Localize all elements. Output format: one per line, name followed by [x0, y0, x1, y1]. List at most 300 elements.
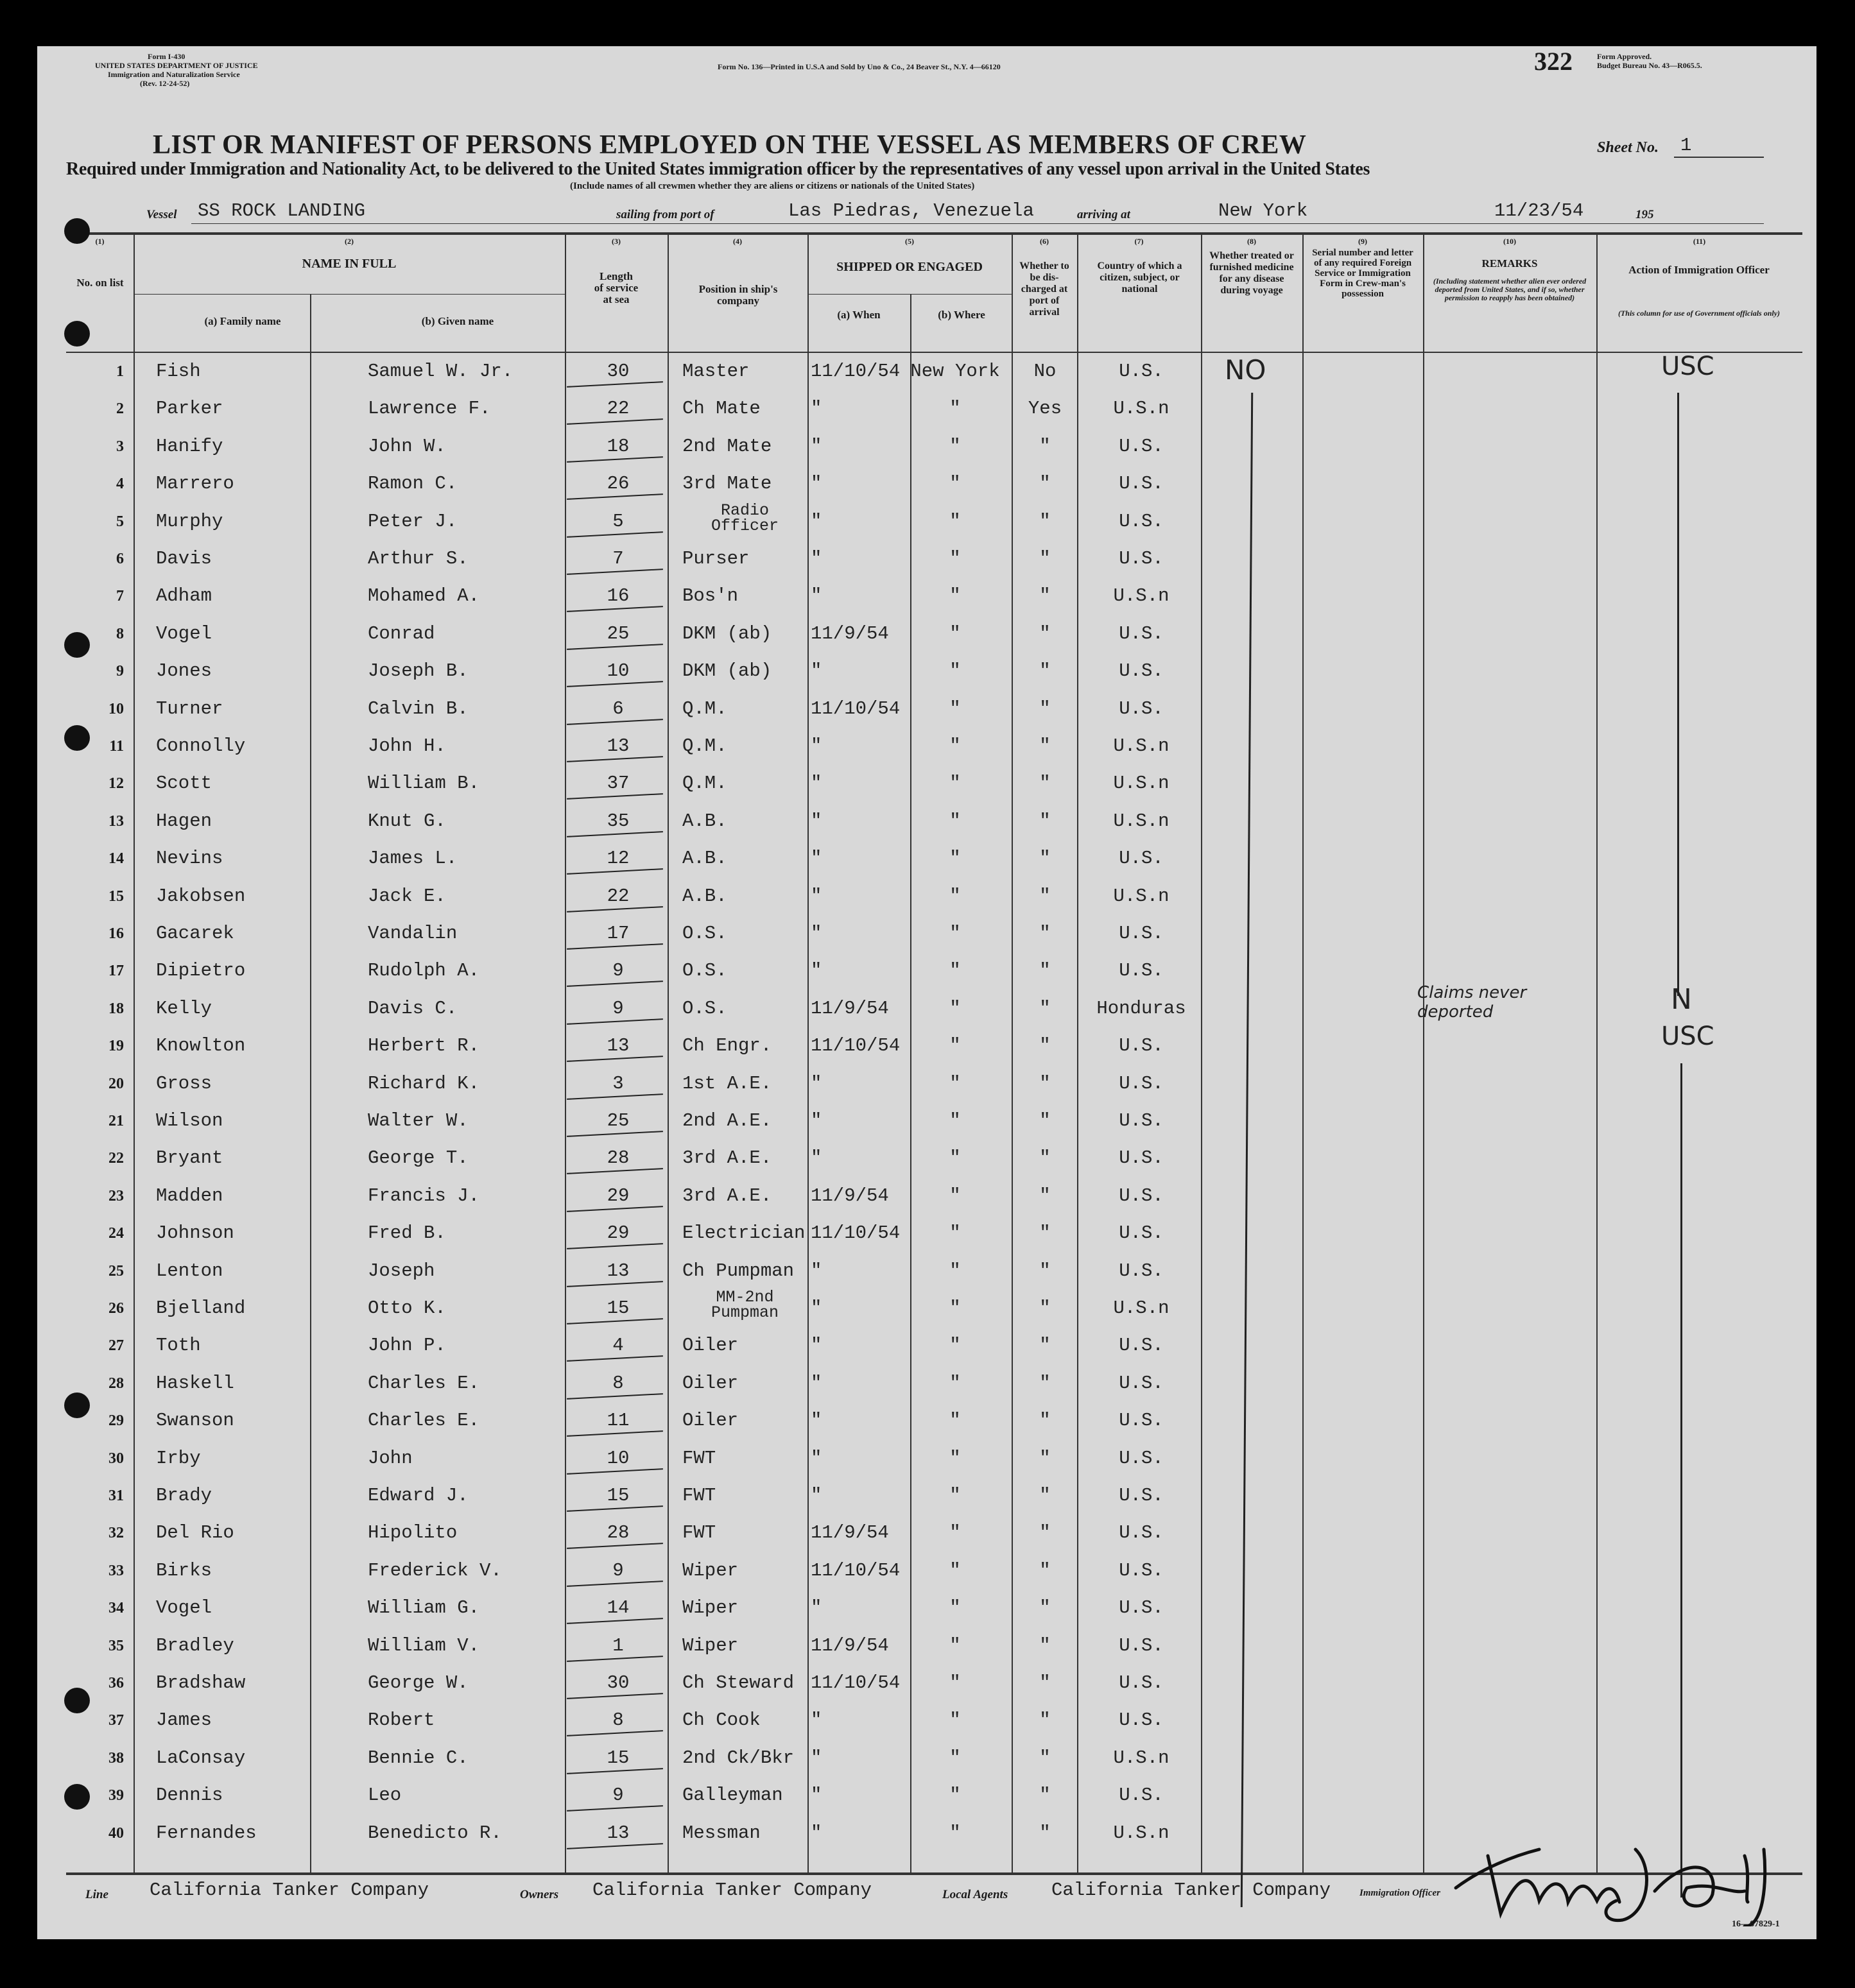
shipped-where: " [949, 1072, 961, 1094]
discharged: " [1039, 1522, 1051, 1544]
family-name: Johnson [156, 1222, 234, 1244]
shipped-where: " [949, 510, 961, 532]
col2-header: NAME IN FULL [302, 257, 397, 271]
position: A.B. [682, 885, 727, 907]
given-name: Edward J. [368, 1485, 469, 1506]
given-name: Joseph [368, 1260, 435, 1281]
row-number: 31 [108, 1487, 124, 1504]
family-name: Murphy [156, 510, 223, 532]
given-name: Joseph B. [368, 660, 469, 682]
service-length: 13 [607, 1260, 630, 1281]
country: U.S.n [1113, 885, 1169, 907]
shipped-where: " [949, 997, 961, 1019]
family-name: Turner [156, 698, 223, 719]
country: U.S.n [1113, 1298, 1169, 1319]
service-tick-mark [567, 456, 663, 463]
owners-label: Owners [520, 1888, 559, 1901]
discharged: " [1039, 810, 1051, 832]
arrival-date: 11/23/54 [1494, 200, 1584, 221]
table-row [66, 1401, 1802, 1438]
col1-num: (1) [95, 237, 105, 246]
row-number: 15 [108, 887, 124, 905]
discharged: " [1039, 1447, 1051, 1469]
position: Wiper [682, 1634, 739, 1656]
given-name: William V. [368, 1634, 480, 1656]
discharged: " [1039, 1822, 1051, 1844]
table-row [66, 914, 1802, 951]
shipped-when: " [811, 1335, 822, 1357]
country: U.S. [1119, 1147, 1164, 1169]
shipped-when: " [811, 1410, 822, 1432]
row-number: 11 [109, 738, 124, 755]
position: Q.M. [682, 773, 727, 794]
service-tick-mark [567, 1618, 663, 1624]
given-name: Lawrence F. [368, 398, 491, 420]
shipped-where: " [949, 1447, 961, 1469]
country: U.S. [1119, 1372, 1164, 1394]
service-length: 10 [607, 660, 630, 682]
discharged: " [1039, 1222, 1051, 1244]
position: MM-2nd Pumpman [711, 1288, 779, 1322]
col2-num: (2) [345, 237, 354, 246]
discharged: " [1039, 1035, 1051, 1057]
discharged: " [1039, 585, 1051, 607]
col5a-header: (a) When [837, 309, 881, 321]
position: O.S. [682, 997, 727, 1019]
subtitle: Required under Immigration and Nationality Act, to be delivered to the United States immigration officer by the representatives of any vessel upon arrival in the United States [66, 159, 1370, 179]
service-length: 28 [607, 1522, 630, 1544]
position: DKM (ab) [682, 622, 772, 644]
country: U.S. [1119, 548, 1164, 569]
service-length: 28 [607, 1147, 630, 1169]
shipped-when: " [811, 1110, 822, 1131]
service-tick-mark [567, 1730, 663, 1736]
service-tick-mark [567, 1018, 663, 1025]
discharged: " [1039, 1485, 1051, 1506]
service-tick-mark [567, 943, 663, 950]
position: Oiler [682, 1372, 739, 1394]
table-row [66, 689, 1802, 726]
given-name: Leo [368, 1785, 402, 1806]
shipped-where: " [949, 1410, 961, 1432]
position: FWT [682, 1447, 716, 1469]
service-length: 1 [612, 1634, 624, 1656]
service-tick-mark [567, 756, 663, 762]
col4-num: (4) [733, 237, 742, 246]
family-name: Wilson [156, 1110, 223, 1131]
table-row [66, 1138, 1802, 1176]
service-length: 16 [607, 585, 630, 607]
shipped-when: 11/9/54 [811, 622, 889, 644]
discharged: " [1039, 660, 1051, 682]
family-name: Scott [156, 773, 212, 794]
row-number: 20 [108, 1075, 124, 1092]
country: U.S. [1119, 1559, 1164, 1581]
shipped-where: " [949, 1672, 961, 1693]
service-tick-mark [567, 831, 663, 837]
row-number: 2 [116, 400, 124, 418]
row-number: 7 [116, 588, 124, 605]
shipped-where: " [949, 1597, 961, 1619]
family-name: Hanify [156, 435, 223, 457]
position: 3rd A.E. [682, 1185, 772, 1206]
col3-header: Length of service at sea [594, 270, 639, 305]
officer-label: Immigration Officer [1359, 1888, 1440, 1898]
service-length: 13 [607, 1822, 630, 1844]
family-name: Gacarek [156, 923, 234, 944]
position: A.B. [682, 810, 727, 832]
table-row [66, 1476, 1802, 1513]
family-name: Bryant [156, 1147, 223, 1169]
row-number: 10 [108, 700, 124, 717]
action-handwritten-1: USC [1661, 352, 1714, 381]
position: Galleyman [682, 1785, 783, 1806]
col11-note: (This column for use of Government officials only) [1618, 309, 1781, 318]
discharged: " [1039, 773, 1051, 794]
action-handwritten-19: USC [1661, 1022, 1714, 1051]
country: U.S. [1119, 1035, 1164, 1057]
service-tick-mark [567, 1355, 663, 1362]
shipped-where: " [949, 773, 961, 794]
col9-header: Serial number and letter of any required Foreign Service or Immigration Form in Crew-man's possession [1312, 248, 1413, 299]
discharged: " [1039, 435, 1051, 457]
agents-company: California Tanker Company [1051, 1880, 1331, 1901]
shipped-where: " [949, 1485, 961, 1506]
col9-num: (9) [1358, 237, 1367, 246]
service-length: 13 [607, 1035, 630, 1057]
row-number: 16 [108, 925, 124, 942]
service-tick-mark [567, 381, 663, 388]
sheet-number: 1 [1680, 135, 1692, 156]
service-tick-mark [567, 906, 663, 913]
family-name: Haskell [156, 1372, 234, 1394]
shipped-when: 11/10/54 [811, 1035, 901, 1057]
row-number: 25 [108, 1262, 124, 1280]
service-length: 25 [607, 1110, 630, 1131]
binder-hole [64, 1784, 90, 1810]
service-length: 6 [612, 698, 624, 719]
sheet-label: Sheet No. [1597, 139, 1659, 156]
row-number: 23 [108, 1187, 124, 1204]
row-number: 19 [108, 1038, 124, 1055]
table-row [66, 839, 1802, 876]
service-tick-mark [567, 569, 663, 575]
shipped-where: " [949, 1222, 961, 1244]
budget-bureau: Budget Bureau No. 43—R065.5. [1597, 61, 1702, 70]
shipped-where: " [949, 1298, 961, 1319]
discharged: " [1039, 473, 1051, 495]
service-tick-mark [567, 1168, 663, 1174]
footer-code: 16—67829-1 [1732, 1919, 1780, 1929]
shipped-when: " [811, 1485, 822, 1506]
row-number: 12 [108, 775, 124, 793]
country: U.S. [1119, 660, 1164, 682]
shipped-when: " [811, 1072, 822, 1094]
family-name: James [156, 1710, 212, 1731]
shipped-when: " [811, 1822, 822, 1844]
position: 2nd Ck/Bkr [682, 1747, 795, 1769]
country: U.S. [1119, 1110, 1164, 1131]
discharged: " [1039, 1185, 1051, 1206]
row-number: 35 [108, 1637, 124, 1654]
table-row [66, 1101, 1802, 1138]
port-of-arrival: New York [1218, 200, 1308, 221]
given-name: Vandalin [368, 923, 458, 944]
shipped-where: " [949, 1710, 961, 1731]
position: Ch Mate [682, 398, 761, 420]
table-header [66, 232, 1802, 352]
family-name: Fish [156, 361, 201, 382]
shipped-where: " [949, 698, 961, 719]
given-name: Frederick V. [368, 1559, 502, 1581]
discharged: " [1039, 1672, 1051, 1693]
country: U.S. [1119, 1072, 1164, 1094]
service-tick-mark [567, 681, 663, 687]
position: Ch Engr. [682, 1035, 772, 1057]
discharged: " [1039, 735, 1051, 757]
country: U.S. [1119, 1634, 1164, 1656]
shipped-when: 11/10/54 [811, 698, 901, 719]
table-row [66, 1326, 1802, 1363]
service-length: 4 [612, 1335, 624, 1357]
position: Electrician [682, 1222, 806, 1244]
service-length: 30 [607, 361, 630, 382]
service-length: 14 [607, 1597, 630, 1619]
voyage-underline [191, 223, 1764, 224]
discharged: " [1039, 1559, 1051, 1581]
service-length: 7 [612, 548, 624, 569]
discharged: " [1039, 1747, 1051, 1769]
line-label: Line [85, 1888, 108, 1901]
shipped-when: " [811, 1447, 822, 1469]
family-name: Del Rio [156, 1522, 234, 1544]
country: U.S. [1119, 960, 1164, 982]
row-number: 32 [108, 1525, 124, 1542]
service-length: 18 [607, 435, 630, 457]
shipped-when: 11/9/54 [811, 1522, 889, 1544]
country: U.S. [1119, 1260, 1164, 1281]
discharged: " [1039, 848, 1051, 870]
table-row [66, 1026, 1802, 1063]
service-length: 15 [607, 1298, 630, 1319]
given-name: Arthur S. [368, 548, 469, 569]
table-row [66, 614, 1802, 651]
given-name: John P. [368, 1335, 446, 1357]
service-tick-mark [567, 793, 663, 800]
given-name: William B. [368, 773, 480, 794]
table-row [66, 1513, 1802, 1550]
given-name: Bennie C. [368, 1747, 469, 1769]
family-name: LaConsay [156, 1747, 246, 1769]
col2a-header: (a) Family name [204, 315, 281, 327]
shipped-when: " [811, 960, 822, 982]
discharged: " [1039, 1335, 1051, 1357]
table-row [66, 1364, 1802, 1401]
shipped-when: " [811, 885, 822, 907]
country: U.S. [1119, 622, 1164, 644]
family-name: Dennis [156, 1785, 223, 1806]
shipped-where: " [949, 960, 961, 982]
row-number: 37 [108, 1712, 124, 1729]
country: U.S. [1119, 1447, 1164, 1469]
country: U.S.n [1113, 398, 1169, 420]
table-row [66, 1738, 1802, 1776]
family-name: Bradshaw [156, 1672, 246, 1693]
service-length: 13 [607, 735, 630, 757]
table-row [66, 877, 1802, 914]
family-name: Bjelland [156, 1298, 246, 1319]
col11-header: Action of Immigration Officer [1628, 264, 1770, 276]
given-name: Knut G. [368, 810, 446, 832]
shipped-where: " [949, 923, 961, 944]
position: O.S. [682, 960, 727, 982]
page-title: LIST OR MANIFEST OF PERSONS EMPLOYED ON THE VESSEL AS MEMBERS OF CREW [153, 130, 1307, 160]
given-name: Hipolito [368, 1522, 458, 1544]
country: U.S.n [1113, 735, 1169, 757]
shipped-when: " [811, 1372, 822, 1394]
shipped-where: " [949, 1035, 961, 1057]
shipped-when: " [811, 773, 822, 794]
service-length: 8 [612, 1372, 624, 1394]
family-name: Vogel [156, 622, 212, 644]
family-name: Dipietro [156, 960, 246, 982]
position: 2nd A.E. [682, 1110, 772, 1131]
service-length: 15 [607, 1747, 630, 1769]
given-name: Otto K. [368, 1298, 446, 1319]
discharged: Yes [1028, 398, 1062, 420]
shipped-where: " [949, 435, 961, 457]
family-name: Madden [156, 1185, 223, 1206]
year-suffix: 195 [1635, 208, 1654, 221]
country: U.S. [1119, 1185, 1164, 1206]
country: U.S. [1119, 510, 1164, 532]
country: U.S. [1119, 361, 1164, 382]
service-length: 30 [607, 1672, 630, 1693]
col7-header: Country of which a citizen, subject, or national [1097, 261, 1182, 295]
service-tick-mark [567, 606, 663, 612]
row-number: 34 [108, 1600, 124, 1617]
position: Q.M. [682, 698, 727, 719]
row-number: 8 [116, 625, 124, 642]
shipped-where: " [949, 548, 961, 569]
service-length: 25 [607, 622, 630, 644]
col4-header: Position in ship's company [698, 283, 778, 307]
page-stamp: 322 [1534, 47, 1573, 76]
row-number: 18 [108, 1000, 124, 1017]
include-note: (Include names of all crewmen whether they are aliens or citizens or nationals of the United States) [570, 181, 975, 191]
discharged: " [1039, 1110, 1051, 1131]
owners-company: California Tanker Company [592, 1880, 872, 1901]
remark-handwritten-18: Claims never deported [1417, 983, 1527, 1022]
shipped-where: " [949, 585, 961, 607]
position: FWT [682, 1485, 716, 1506]
family-name: Bradley [156, 1634, 234, 1656]
position: FWT [682, 1522, 716, 1544]
action-handwritten-18: N [1671, 983, 1692, 1016]
family-name: Kelly [156, 997, 212, 1019]
given-name: Peter J. [368, 510, 458, 532]
shipped-when: " [811, 1785, 822, 1806]
country: U.S.n [1113, 810, 1169, 832]
given-name: John [368, 1447, 413, 1469]
discharged: " [1039, 1072, 1051, 1094]
discharged: " [1039, 997, 1051, 1019]
table-row [66, 1439, 1802, 1476]
service-tick-mark [567, 1543, 663, 1549]
shipped-when: " [811, 923, 822, 944]
service-length: 11 [607, 1410, 630, 1432]
col7-num: (7) [1134, 237, 1144, 246]
binder-hole [64, 725, 90, 751]
country: U.S. [1119, 473, 1164, 495]
row-number: 22 [108, 1150, 124, 1167]
service-tick-mark [567, 1468, 663, 1475]
shipped-where: " [949, 1785, 961, 1806]
col5-num: (5) [905, 237, 914, 246]
country: U.S.n [1113, 773, 1169, 794]
position: A.B. [682, 848, 727, 870]
shipped-where: " [949, 1372, 961, 1394]
table-row [66, 1064, 1802, 1101]
given-name: William G. [368, 1597, 480, 1619]
given-name: Conrad [368, 622, 435, 644]
country: U.S. [1119, 1597, 1164, 1619]
shipped-when: " [811, 585, 822, 607]
row-number: 27 [108, 1337, 124, 1355]
table-row [66, 502, 1802, 539]
service-tick-mark [567, 1318, 663, 1324]
position: Ch Steward [682, 1672, 795, 1693]
shipped-when: 11/10/54 [811, 1559, 901, 1581]
position: Q.M. [682, 735, 727, 757]
service-tick-mark [567, 531, 663, 538]
family-name: Fernandes [156, 1822, 257, 1844]
discharged: No [1033, 361, 1057, 382]
shipped-when: 11/10/54 [811, 1672, 901, 1693]
table-row [66, 1176, 1802, 1213]
position: DKM (ab) [682, 660, 772, 682]
given-name: Herbert R. [368, 1035, 480, 1057]
country: U.S. [1119, 1222, 1164, 1244]
col8-num: (8) [1247, 237, 1256, 246]
service-length: 8 [612, 1710, 624, 1731]
country: U.S. [1119, 1672, 1164, 1693]
shipped-when: " [811, 810, 822, 832]
row-number: 40 [108, 1824, 124, 1842]
row-number: 21 [108, 1113, 124, 1129]
shipped-when: " [811, 435, 822, 457]
shipped-where: " [949, 1747, 961, 1769]
service-tick-mark [567, 719, 663, 725]
given-name: George T. [368, 1147, 469, 1169]
binder-hole [64, 1688, 90, 1713]
family-name: Brady [156, 1485, 212, 1506]
country: U.S. [1119, 435, 1164, 457]
country: U.S.n [1113, 585, 1169, 607]
medicine-handwritten: NO [1225, 354, 1266, 386]
row-number: 39 [108, 1787, 124, 1804]
line-company: California Tanker Company [150, 1880, 429, 1901]
service-length: 26 [607, 473, 630, 495]
row-number: 38 [108, 1749, 124, 1767]
given-name: James L. [368, 848, 458, 870]
shipped-where: " [949, 1110, 961, 1131]
family-name: Knowlton [156, 1035, 246, 1057]
given-name: John H. [368, 735, 446, 757]
table-row [66, 539, 1802, 576]
given-name: Ramon C. [368, 473, 458, 495]
given-name: John W. [368, 435, 446, 457]
